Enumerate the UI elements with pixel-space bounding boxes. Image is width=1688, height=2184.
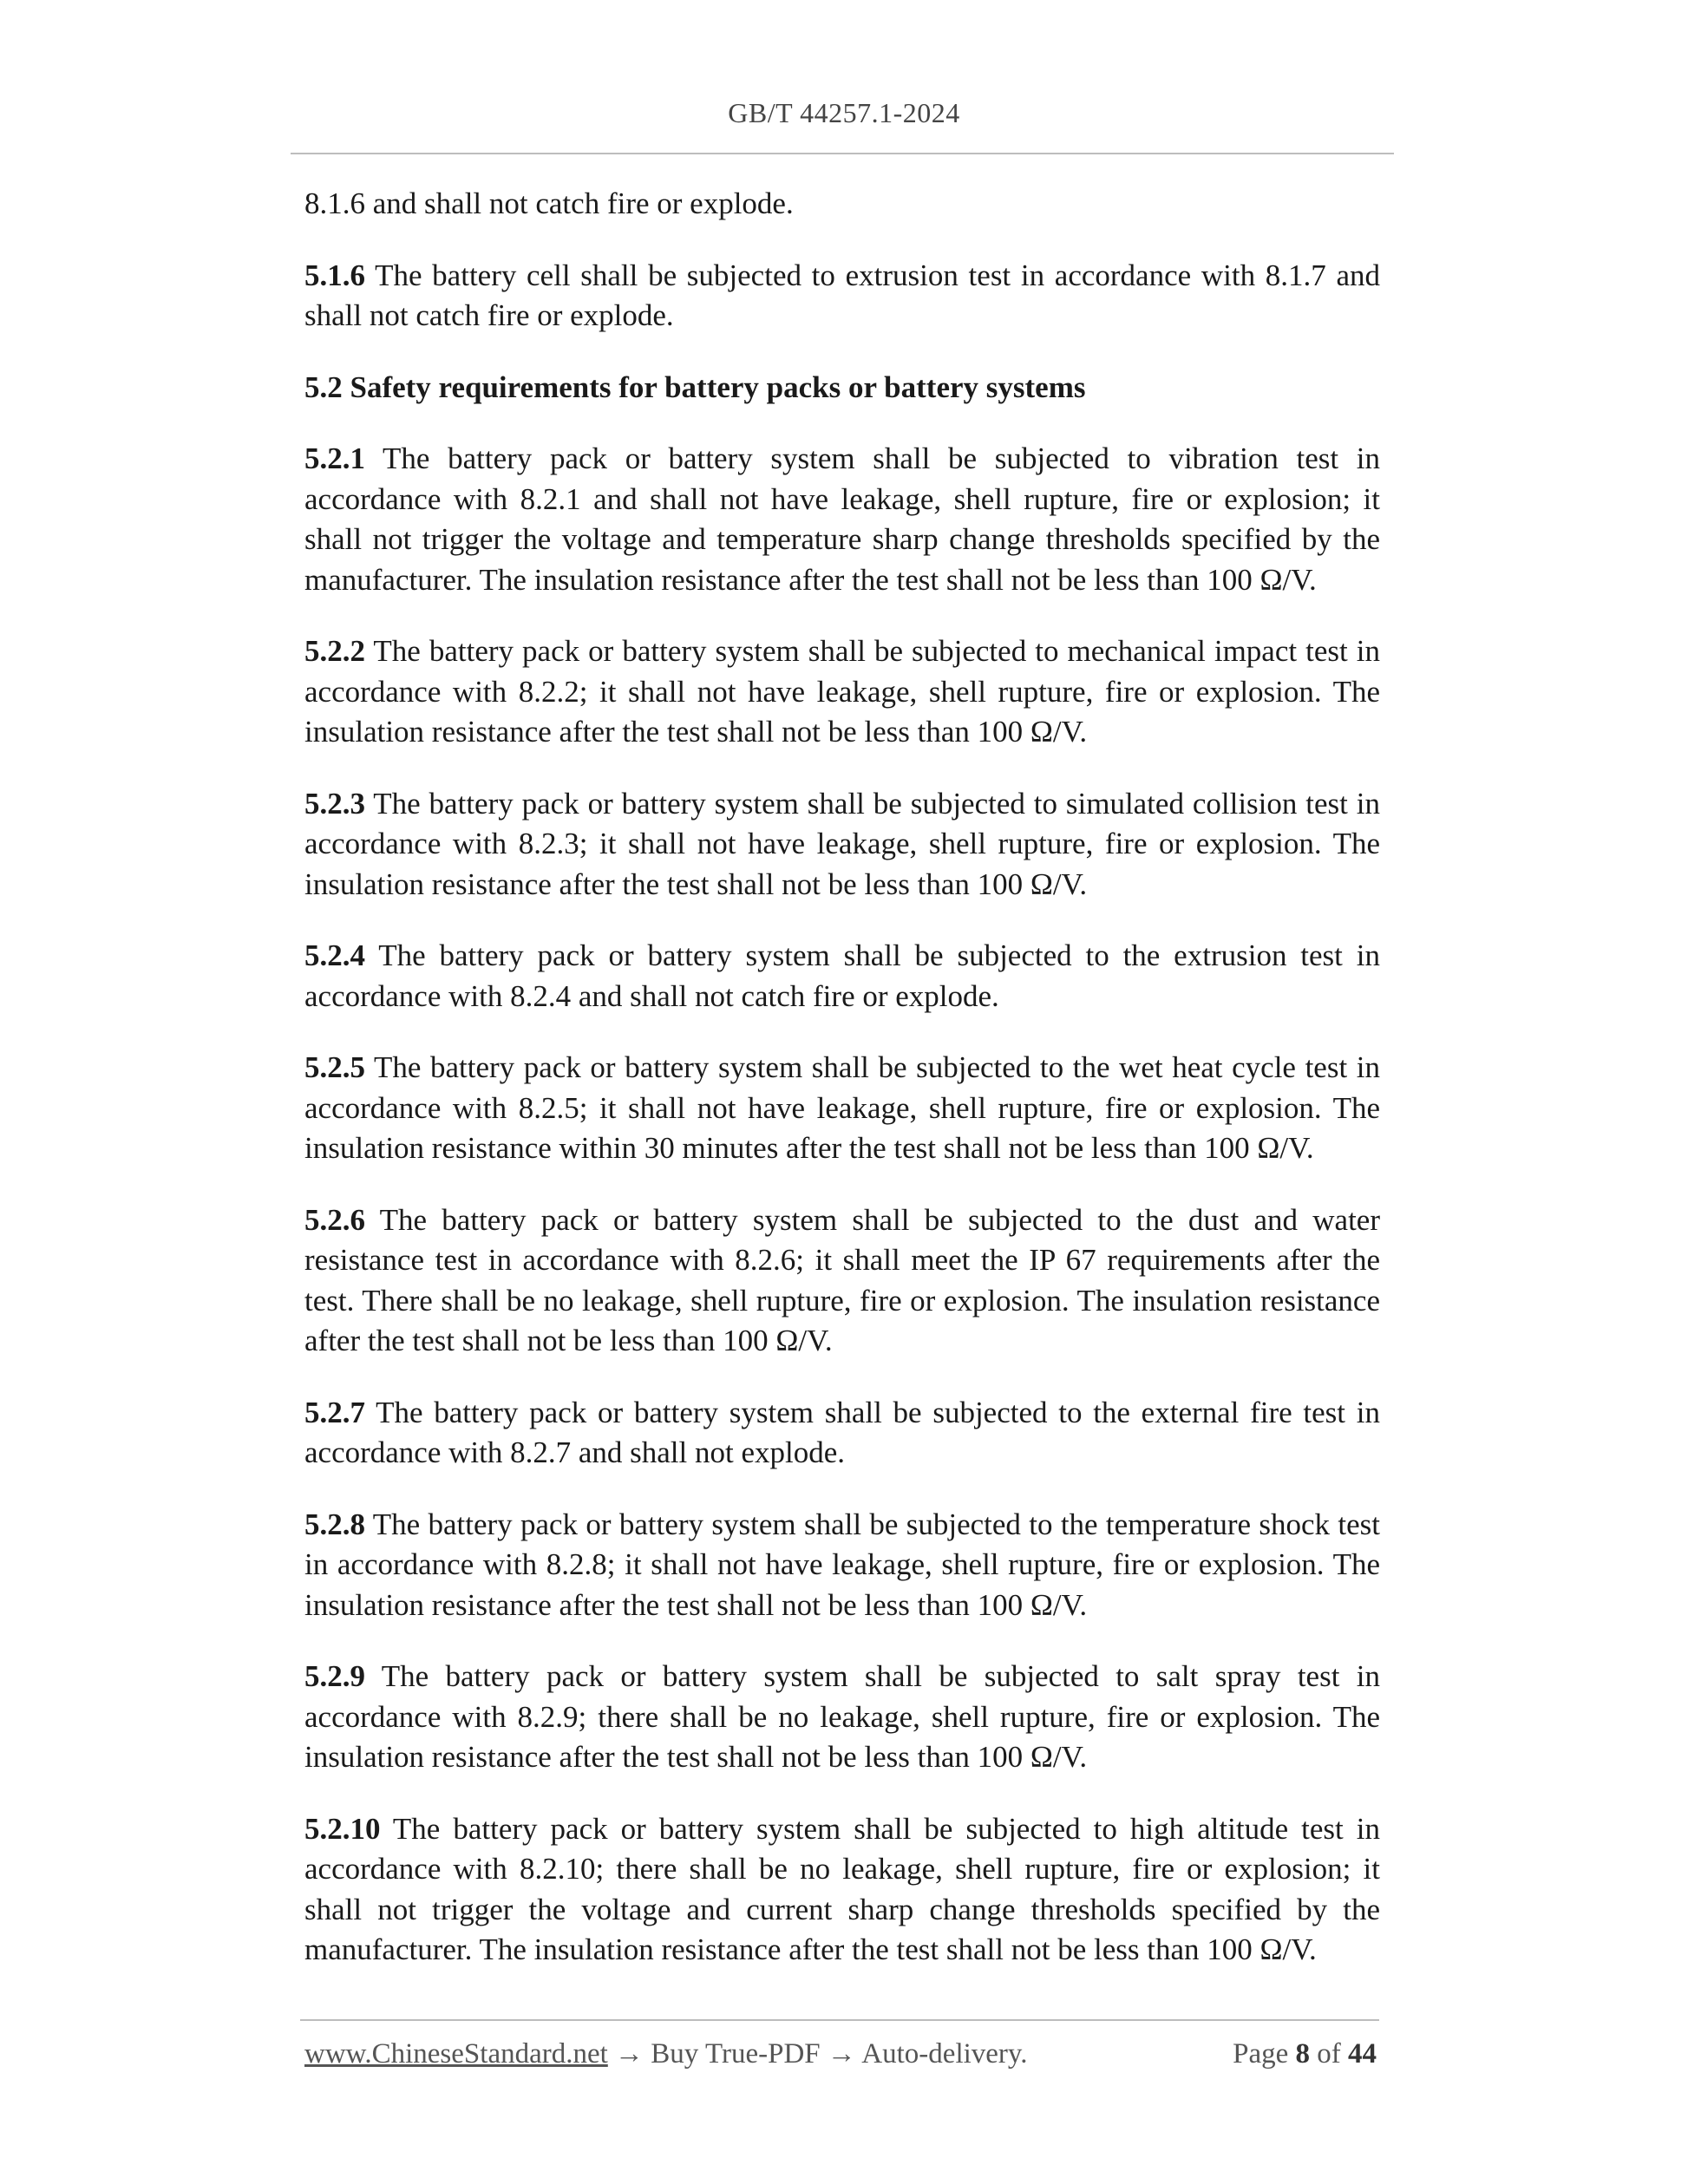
clause-5-2-10 (304, 1809, 1380, 1971)
clause-5-2-6 (304, 1200, 1380, 1362)
paragraph-continuation (304, 184, 1380, 225)
page-indicator (1233, 2038, 1377, 2070)
clause-number: 5.2.9 (304, 1659, 365, 1693)
clause-5-2-8 (304, 1505, 1380, 1626)
header-divider (291, 153, 1394, 154)
clause-text: The battery pack or battery system shall be subjected to vibration test in accordance with 8.2.1 and shall not have leakage, shell rupture, fire or explosion; it shall not trigger the voltage and temperature sharp change thresholds specified by the manufacturer. The insulation resistance after the test shall not be less than 100 Ω/V. (304, 441, 1380, 597)
clause-number: 5.2.8 (304, 1507, 365, 1541)
clause-5-2-7 (304, 1393, 1380, 1474)
footer-promo-text: → Buy True-PDF → Auto-delivery. (607, 2038, 1028, 2070)
page-of-label: of (1317, 2038, 1341, 2070)
clause-5-2-3 (304, 784, 1380, 906)
clause-text: The battery pack or battery system shall be subjected to the external fire test in accordance with 8.2.7 and shall not explode. (304, 1395, 1380, 1469)
clause-number: 5.2.7 (304, 1395, 365, 1429)
clause-5-2-9 (304, 1657, 1380, 1778)
clause-text: The battery pack or battery system shall be subjected to the extrusion test in accordance with 8.2.4 and shall not catch fire or explode. (304, 938, 1380, 1013)
clause-5-2-1 (304, 439, 1380, 600)
page-total-number: 44 (1348, 2038, 1377, 2070)
clause-text: The battery pack or battery system shall be subjected to mechanical impact test in accordance with 8.2.2; it shall not have leakage, shell rupture, fire or explosion. The insulation resistance after the test shall not be less than 100 Ω/V. (304, 634, 1380, 749)
section-heading-5-2: 5.2 Safety requirements for battery packs or battery systems (304, 369, 1086, 404)
clause-text: The battery cell shall be subjected to extrusion test in accordance with 8.1.7 and shall not catch fire or explode. (304, 258, 1380, 332)
clause-text: The battery pack or battery system shall be subjected to the temperature shock test in accordance with 8.2.8; it shall not have leakage, shell rupture, fire or explosion. The insulation resistance after the test shall not be less than 100 Ω/V. (304, 1507, 1380, 1622)
clause-text: The battery pack or battery system shall be subjected to salt spray test in accordance with 8.2.9; there shall be no leakage, shell rupture, fire or explosion. The insulation resistance after the test shall not be less than 100 Ω/V. (304, 1659, 1380, 1774)
website-link[interactable]: www.ChineseStandard.net (304, 2038, 608, 2070)
clause-text: The battery pack or battery system shall be subjected to high altitude test in accordance with 8.2.10; there shall be no leakage, shell rupture, fire or explosion; it shall not trigger the voltage and current sharp change thresholds specified by the manufacturer. The insulation resistance after the test shall not be less than 100 Ω/V. (304, 1811, 1380, 1966)
clause-5-1-6 (304, 256, 1380, 337)
clause-text: The battery pack or battery system shall be subjected to the dust and water resistance test in accordance with 8.2.6; it shall meet the IP 67 requirements after the test. There shall be no leakage, shell rupture, fire or explosion. The insulation resistance after the test shall not be less than 100 Ω/V. (304, 1202, 1380, 1357)
document-body (304, 184, 1380, 2002)
document-number-header: GB/T 44257.1-2024 (728, 97, 960, 128)
page-current-number: 8 (1295, 2038, 1310, 2070)
page-label: Page (1233, 2038, 1289, 2070)
clause-number: 5.2.3 (304, 786, 365, 821)
clause-number: 5.2.10 (304, 1811, 381, 1846)
clause-text: The battery pack or battery system shall be subjected to the wet heat cycle test in accordance with 8.2.5; it shall not have leakage, shell rupture, fire or explosion. The insulation resistance within 30 minutes after the test shall not be less than 100 Ω/V. (304, 1050, 1380, 1165)
clause-number: 5.2.1 (304, 441, 365, 475)
paragraph-text: 8.1.6 and shall not catch fire or explode. (304, 186, 794, 220)
clause-number: 5.2.5 (304, 1050, 365, 1084)
clause-5-2-5 (304, 1048, 1380, 1169)
clause-5-2-4 (304, 936, 1380, 1017)
clause-number: 5.2.2 (304, 634, 365, 668)
clause-number: 5.2.6 (304, 1202, 365, 1237)
clause-number: 5.1.6 (304, 258, 365, 292)
clause-5-2-2 (304, 631, 1380, 753)
clause-number: 5.2.4 (304, 938, 365, 972)
footer-divider (300, 2019, 1379, 2021)
footer-promo (304, 2038, 1028, 2070)
clause-text: The battery pack or battery system shall be subjected to simulated collision test in accordance with 8.2.3; it shall not have leakage, shell rupture, fire or explosion. The insulation resistance after the test shall not be less than 100 Ω/V. (304, 786, 1380, 901)
